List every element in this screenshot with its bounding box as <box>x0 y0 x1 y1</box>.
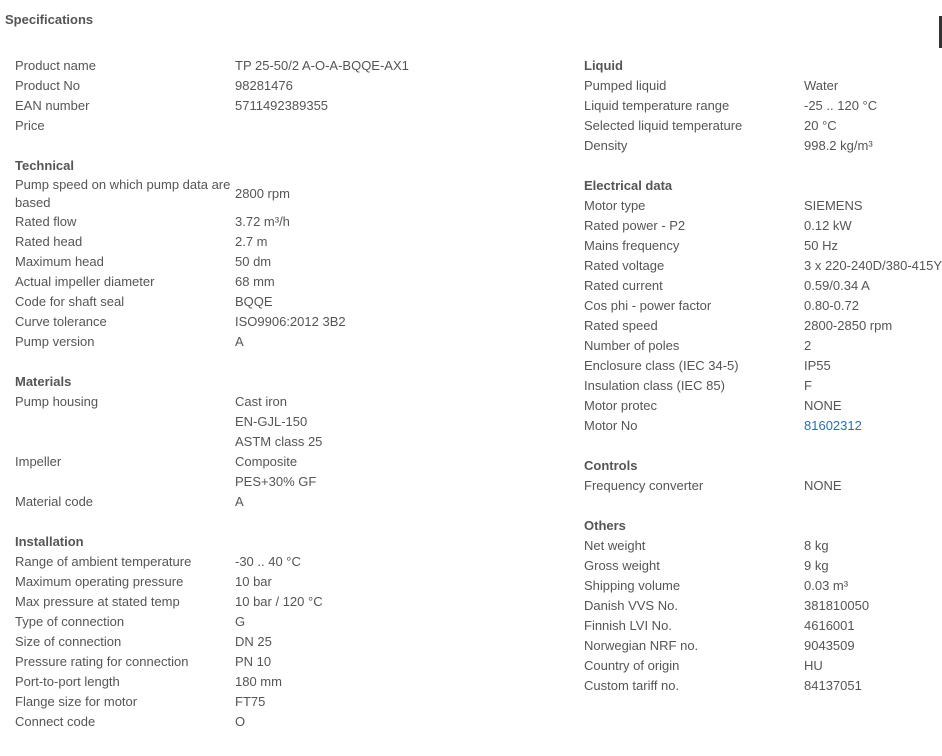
right-spec-column <box>584 56 942 716</box>
spec-value <box>235 76 293 96</box>
spec-value-text: 5711492389355 <box>235 98 329 113</box>
spec-row <box>584 576 942 596</box>
spec-label: Pump speed on which pump data are based <box>15 177 231 210</box>
spec-value <box>804 96 877 116</box>
spec-row <box>584 96 942 116</box>
spec-label: Gross weight <box>584 558 660 573</box>
spec-row <box>584 76 942 96</box>
spec-row <box>584 196 942 216</box>
spec-value <box>804 136 873 156</box>
spec-label: Pumped liquid <box>584 78 667 93</box>
spec-value-text: ISO9906:2012 3B2 <box>235 314 346 329</box>
spec-value <box>804 236 838 256</box>
spec-value-text: -25 .. 120 °C <box>804 98 878 113</box>
spec-row <box>15 552 555 572</box>
spec-section-installation <box>15 532 555 732</box>
spec-value <box>804 216 852 236</box>
spec-value <box>804 116 837 136</box>
spec-row <box>15 292 555 312</box>
spec-label: Maximum head <box>15 254 104 269</box>
spec-value <box>804 316 892 336</box>
spec-value-text: F <box>804 378 812 393</box>
spec-section-liquid <box>584 56 942 156</box>
spec-row <box>15 632 555 652</box>
spec-row <box>15 652 555 672</box>
spec-value <box>235 56 409 76</box>
spec-label: Curve tolerance <box>15 314 107 329</box>
spec-row <box>584 356 942 376</box>
spec-row <box>584 416 942 436</box>
spec-value-text: 0.12 kW <box>804 218 852 233</box>
spec-value-text: TP 25-50/2 A-O-A-BQQE-AX1 <box>235 58 409 73</box>
motor-no-link[interactable]: 81602312 <box>804 418 862 433</box>
spec-row <box>15 572 555 592</box>
spec-value <box>804 656 823 676</box>
spec-value <box>804 356 831 376</box>
spec-value <box>804 596 869 616</box>
spec-label: Rated head <box>15 234 83 249</box>
spec-row <box>584 656 942 676</box>
section-title: Others <box>584 518 626 533</box>
spec-value <box>804 416 862 436</box>
spec-value <box>804 676 862 696</box>
spec-value <box>235 212 290 232</box>
spec-value-text: A <box>235 494 244 509</box>
spec-label: Motor No <box>584 418 638 433</box>
spec-row <box>584 336 942 356</box>
spec-row <box>15 272 555 292</box>
spec-row <box>15 56 555 76</box>
spec-row <box>584 536 942 556</box>
spec-value <box>235 232 268 252</box>
spec-label: Danish VVS No. <box>584 598 678 613</box>
spec-label: Net weight <box>584 538 646 553</box>
spec-row <box>584 376 942 396</box>
spec-label: Country of origin <box>584 658 680 673</box>
spec-value-text: G <box>235 614 246 629</box>
spec-value <box>804 76 838 96</box>
spec-label: Max pressure at stated temp <box>15 594 180 609</box>
spec-row <box>15 312 555 332</box>
spec-value <box>804 536 829 556</box>
spec-value-text: 10 bar / 120 °C <box>235 594 323 609</box>
spec-label: Rated speed <box>584 318 658 333</box>
spec-value <box>235 452 316 492</box>
spec-value <box>235 176 290 212</box>
spec-row <box>584 596 942 616</box>
spec-label: Pump housing <box>15 394 99 409</box>
spec-value-text: 381810050 <box>804 598 870 613</box>
spec-value <box>235 552 301 572</box>
spec-value-text: 0.80-0.72 <box>804 298 859 313</box>
spec-value-text: 4616001 <box>804 618 855 633</box>
spec-row <box>584 476 942 496</box>
spec-value-text: 10 bar <box>235 574 272 589</box>
spec-label: Liquid temperature range <box>584 98 730 113</box>
spec-row <box>584 616 942 636</box>
spec-label: Density <box>584 138 628 153</box>
spec-row <box>15 176 555 212</box>
spec-value-text: DN 25 <box>235 634 272 649</box>
spec-value-text: 0.59/0.34 A <box>804 278 870 293</box>
spec-value-text: O <box>235 714 246 729</box>
spec-row <box>15 96 555 116</box>
spec-row <box>15 452 555 492</box>
spec-value-text: 84137051 <box>804 678 862 693</box>
spec-value-text: Cast iron <box>235 394 288 409</box>
spec-row <box>15 212 555 232</box>
spec-label: EAN number <box>15 98 90 113</box>
spec-row <box>584 676 942 696</box>
spec-label: Port-to-port length <box>15 674 120 689</box>
spec-value-text: 2800-2850 rpm <box>804 318 893 333</box>
spec-label: Impeller <box>15 454 62 469</box>
spec-value-text: 68 mm <box>235 274 275 289</box>
section-title: Materials <box>15 374 72 389</box>
spec-label: Rated flow <box>15 214 77 229</box>
spec-label: Type of connection <box>15 614 125 629</box>
spec-value <box>235 332 244 352</box>
spec-label: Norwegian NRF no. <box>584 638 699 653</box>
section-title: Technical <box>15 158 75 173</box>
spec-value-text: 20 °C <box>804 118 837 133</box>
spec-value-text: HU <box>804 658 823 673</box>
spec-label: Range of ambient temperature <box>15 554 192 569</box>
spec-label: Rated power - P2 <box>584 218 686 233</box>
spec-value <box>235 632 272 652</box>
spec-label: Insulation class (IEC 85) <box>584 378 725 393</box>
spec-value-text: Composite <box>235 454 298 469</box>
spec-value <box>804 196 863 216</box>
spec-section-controls <box>584 456 942 496</box>
spec-value <box>235 96 328 116</box>
spec-label: Pump version <box>15 334 95 349</box>
spec-value <box>804 636 855 656</box>
spec-value <box>804 616 855 636</box>
spec-value-text: 2.7 m <box>235 234 268 249</box>
spec-value-text: ASTM class 25 <box>235 434 323 449</box>
spec-row <box>15 76 555 96</box>
spec-row <box>584 236 942 256</box>
spec-label: Price <box>15 118 45 133</box>
spec-row <box>15 712 555 732</box>
spec-label: Motor protec <box>584 398 657 413</box>
spec-row <box>584 276 942 296</box>
spec-value-text: 3.72 m³/h <box>235 214 290 229</box>
spec-label: Motor type <box>584 198 646 213</box>
spec-value-text: BQQE <box>235 294 273 309</box>
spec-value-text: 98281476 <box>235 78 293 93</box>
section-title: Electrical data <box>584 178 673 193</box>
spec-value <box>804 276 870 296</box>
spec-value-text: PES+30% GF <box>235 474 317 489</box>
spec-label: Product name <box>15 58 96 73</box>
left-spec-column <box>15 56 555 752</box>
spec-value-text: 180 mm <box>235 674 282 689</box>
spec-value <box>235 292 273 312</box>
spec-value <box>804 256 942 276</box>
spec-value-text: 8 kg <box>804 538 829 553</box>
spec-row <box>584 256 942 276</box>
section-title: Installation <box>15 534 84 549</box>
spec-label: Code for shaft seal <box>15 294 125 309</box>
spec-row <box>584 396 942 416</box>
page-title: Specifications <box>5 12 94 27</box>
spec-value <box>235 272 275 292</box>
spec-label: Cos phi - power factor <box>584 298 712 313</box>
spec-value <box>804 336 811 356</box>
spec-value <box>235 312 346 332</box>
spec-label: Frequency converter <box>584 478 704 493</box>
spec-row <box>15 612 555 632</box>
spec-value-text: A <box>235 334 244 349</box>
spec-value <box>804 576 848 596</box>
spec-value-text: FT75 <box>235 694 266 709</box>
spec-value-text: 2 <box>804 338 812 353</box>
spec-row <box>15 692 555 712</box>
spec-row <box>15 672 555 692</box>
spec-value <box>804 476 842 496</box>
section-title: Liquid <box>584 58 623 73</box>
spec-label: Shipping volume <box>584 578 681 593</box>
spec-value-text: 2800 rpm <box>235 186 290 201</box>
spec-row <box>15 252 555 272</box>
spec-label: Pressure rating for connection <box>15 654 189 669</box>
spec-row <box>15 232 555 252</box>
spec-value <box>804 376 812 396</box>
spec-value-text: 3 x 220-240D/380-415Y <box>804 258 942 273</box>
spec-value <box>804 396 842 416</box>
spec-label: Flange size for motor <box>15 694 138 709</box>
spec-value <box>235 592 323 612</box>
spec-value <box>804 556 829 576</box>
spec-value <box>235 652 271 672</box>
spec-row <box>584 296 942 316</box>
spec-value-text: PN 10 <box>235 654 272 669</box>
spec-row <box>15 332 555 352</box>
spec-value <box>235 492 244 512</box>
section-title: Controls <box>584 458 638 473</box>
spec-value-text: IP55 <box>804 358 831 373</box>
spec-value <box>235 692 265 712</box>
spec-value-text: NONE <box>804 478 842 493</box>
spec-section-electrical-data <box>584 176 942 436</box>
spec-label: Rated current <box>584 278 663 293</box>
spec-value-text: NONE <box>804 398 842 413</box>
spec-value-text: 9043509 <box>804 638 855 653</box>
spec-section-materials <box>15 372 555 512</box>
spec-row <box>15 492 555 512</box>
spec-label: Maximum operating pressure <box>15 574 184 589</box>
spec-value <box>235 572 272 592</box>
spec-value-text: SIEMENS <box>804 198 863 213</box>
spec-value-text: 9 kg <box>804 558 829 573</box>
spec-label: Number of poles <box>584 338 680 353</box>
spec-value <box>235 712 245 732</box>
spec-label: Actual impeller diameter <box>15 274 155 289</box>
spec-value-text: Water <box>804 78 839 93</box>
spec-row <box>15 592 555 612</box>
spec-row <box>584 136 942 156</box>
spec-label: Selected liquid temperature <box>584 118 743 133</box>
spec-value <box>235 392 322 452</box>
spec-value <box>235 672 282 692</box>
spec-row <box>584 116 942 136</box>
spec-label: Enclosure class (IEC 34-5) <box>584 358 739 373</box>
spec-label: Mains frequency <box>584 238 680 253</box>
spec-label: Size of connection <box>15 634 122 649</box>
spec-value-text: -30 .. 40 °C <box>235 554 301 569</box>
spec-value-text: 0.03 m³ <box>804 578 849 593</box>
spec-row <box>584 316 942 336</box>
spec-row <box>584 216 942 236</box>
spec-value <box>235 612 245 632</box>
spec-value-text: 50 dm <box>235 254 272 269</box>
spec-value-text: 50 Hz <box>804 238 838 253</box>
spec-label: Connect code <box>15 714 96 729</box>
spec-label: Material code <box>15 494 94 509</box>
spec-label: Finnish LVI No. <box>584 618 672 633</box>
spec-value <box>804 296 859 316</box>
spec-row <box>584 556 942 576</box>
spec-row <box>584 636 942 656</box>
spec-label: Custom tariff no. <box>584 678 680 693</box>
spec-label: Product No <box>15 78 81 93</box>
spec-section-others <box>584 516 942 696</box>
spec-value-text: 998.2 kg/m³ <box>804 138 873 153</box>
spec-section-general <box>15 56 555 136</box>
spec-row <box>15 116 555 136</box>
spec-value-text: EN-GJL-150 <box>235 414 308 429</box>
spec-row <box>15 392 555 452</box>
spec-value <box>235 252 271 272</box>
spec-section-technical <box>15 156 555 352</box>
spec-label: Rated voltage <box>584 258 665 273</box>
